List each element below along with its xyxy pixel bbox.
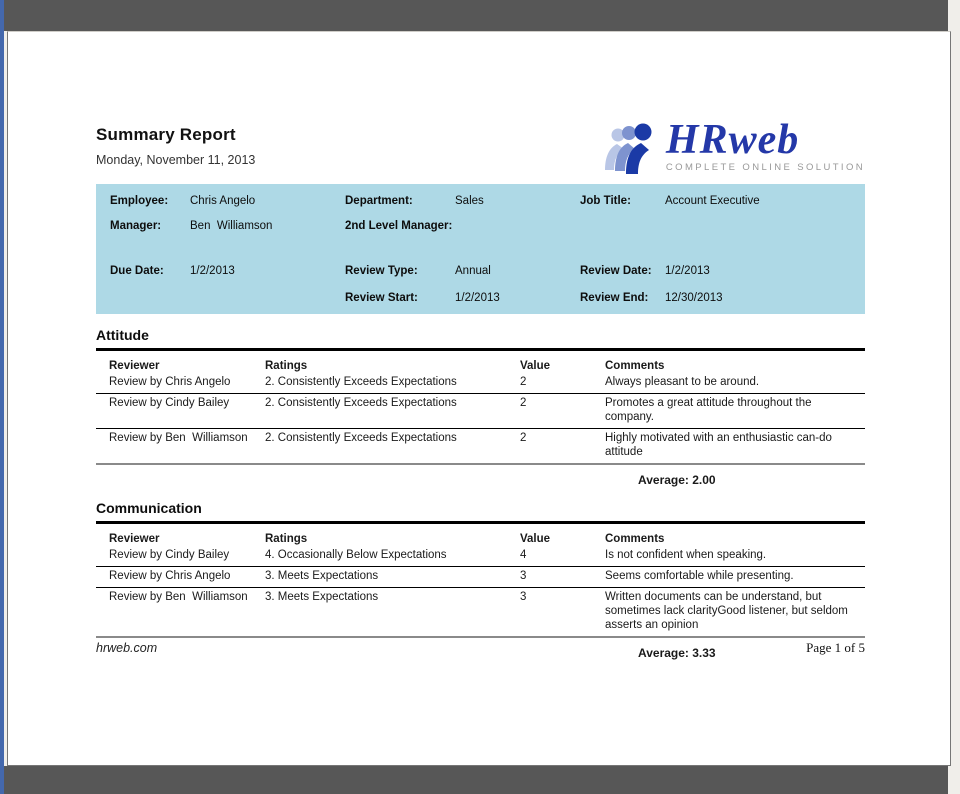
table-row bbox=[96, 546, 865, 566]
rating-cell: 3. Meets Expectations bbox=[265, 570, 379, 582]
manager-value: Ben Williamson bbox=[190, 220, 273, 232]
ratings-table bbox=[96, 357, 865, 465]
table-row bbox=[96, 566, 865, 587]
reviewer-cell: Review by Chris Angelo bbox=[109, 570, 231, 582]
second-level-manager-label: 2nd Level Manager: bbox=[345, 220, 453, 232]
logo-wordmark: HRweb bbox=[665, 117, 800, 163]
col-header-comments: Comments bbox=[605, 533, 665, 545]
report-content bbox=[96, 32, 865, 765]
table-row bbox=[96, 428, 865, 463]
reviewer-cell: Review by Chris Angelo bbox=[109, 376, 231, 388]
col-header-ratings: Ratings bbox=[265, 533, 308, 545]
col-header-value: Value bbox=[520, 360, 551, 372]
job-title-label: Job Title: bbox=[580, 195, 631, 207]
col-header-ratings: Ratings bbox=[265, 360, 308, 372]
logo-text-block bbox=[665, 117, 865, 173]
table-header-row bbox=[96, 357, 865, 373]
viewer-bottom-bar bbox=[4, 766, 948, 794]
table-row bbox=[96, 587, 865, 636]
section-title: Communication bbox=[96, 500, 865, 524]
section-title: Attitude bbox=[96, 327, 865, 351]
rating-cell: 2. Consistently Exceeds Expectations bbox=[265, 432, 457, 444]
rating-cell: 3. Meets Expectations bbox=[265, 591, 379, 603]
footer-page-number: Page 1 of 5 bbox=[806, 640, 865, 655]
hrweb-logo bbox=[604, 117, 865, 178]
page-title: Summary Report bbox=[96, 125, 236, 144]
comment-cell: Seems comfortable while presenting. bbox=[605, 570, 794, 582]
logo-tagline: COMPLETE ONLINE SOLUTION bbox=[665, 162, 865, 173]
value-cell: 4 bbox=[520, 549, 527, 561]
employee-label: Employee: bbox=[110, 195, 169, 207]
table-row bbox=[96, 373, 865, 393]
section-communication bbox=[96, 500, 865, 660]
reviewer-cell: Review by Ben Williamson bbox=[109, 432, 248, 444]
due-date-value: 1/2/2013 bbox=[190, 265, 235, 277]
ratings-table bbox=[96, 530, 865, 638]
comment-cell: Always pleasant to be around. bbox=[605, 376, 760, 388]
value-cell: 2 bbox=[520, 397, 527, 409]
average-value: Average: 2.00 bbox=[638, 473, 716, 487]
title-block bbox=[96, 125, 255, 167]
table-header-row bbox=[96, 530, 865, 546]
department-value: Sales bbox=[455, 195, 484, 207]
value-cell: 3 bbox=[520, 570, 527, 582]
viewer-top-bar bbox=[4, 0, 948, 31]
value-cell: 3 bbox=[520, 591, 527, 603]
reviewer-cell: Review by Cindy Bailey bbox=[109, 549, 230, 561]
review-end-value: 12/30/2013 bbox=[665, 292, 723, 304]
average-value: Average: 3.33 bbox=[638, 646, 716, 660]
section-attitude bbox=[96, 327, 865, 487]
comment-cell: Is not confident when speaking. bbox=[605, 549, 767, 561]
review-date-label: Review Date: bbox=[580, 265, 652, 277]
review-start-value: 1/2/2013 bbox=[455, 292, 500, 304]
job-title-value: Account Executive bbox=[665, 195, 760, 207]
col-header-reviewer: Reviewer bbox=[109, 360, 160, 372]
due-date-label: Due Date: bbox=[110, 265, 164, 277]
reviewer-cell: Review by Cindy Bailey bbox=[109, 397, 230, 409]
review-date-value: 1/2/2013 bbox=[665, 265, 710, 277]
value-cell: 2 bbox=[520, 376, 527, 388]
comment-cell: Highly motivated with an enthusiastic can-do attitude bbox=[605, 432, 836, 458]
table-row bbox=[96, 393, 865, 428]
employee-value: Chris Angelo bbox=[190, 195, 256, 207]
hrweb-people-icon bbox=[604, 120, 666, 178]
rating-cell: 2. Consistently Exceeds Expectations bbox=[265, 397, 457, 409]
footer-site-link: hrweb.com bbox=[96, 641, 158, 655]
col-header-value: Value bbox=[520, 533, 551, 545]
col-header-comments: Comments bbox=[605, 360, 665, 372]
review-type-label: Review Type: bbox=[345, 265, 418, 277]
page-footer bbox=[96, 640, 865, 656]
review-type-value: Annual bbox=[455, 265, 491, 277]
report-date: Monday, November 11, 2013 bbox=[96, 153, 256, 167]
value-cell: 2 bbox=[520, 432, 527, 444]
review-start-label: Review Start: bbox=[345, 292, 418, 304]
employee-info-box bbox=[96, 184, 865, 314]
second-level-manager-value bbox=[455, 217, 580, 262]
rating-cell: 2. Consistently Exceeds Expectations bbox=[265, 376, 457, 388]
col-header-reviewer: Reviewer bbox=[109, 533, 160, 545]
comment-cell: Promotes a great attitude throughout the company. bbox=[605, 397, 815, 423]
review-end-label: Review End: bbox=[580, 292, 649, 304]
report-header bbox=[96, 32, 865, 178]
department-label: Department: bbox=[345, 195, 413, 207]
rating-cell: 4. Occasionally Below Expectations bbox=[265, 549, 447, 561]
report-page bbox=[7, 31, 951, 766]
reviewer-cell: Review by Ben Williamson bbox=[109, 591, 248, 603]
comment-cell: Written documents can be understand, but sometimes lack clarityGood listener, but seldom asserts an opinion bbox=[605, 591, 852, 631]
manager-label: Manager: bbox=[110, 220, 162, 232]
window-left-accent bbox=[0, 0, 4, 794]
